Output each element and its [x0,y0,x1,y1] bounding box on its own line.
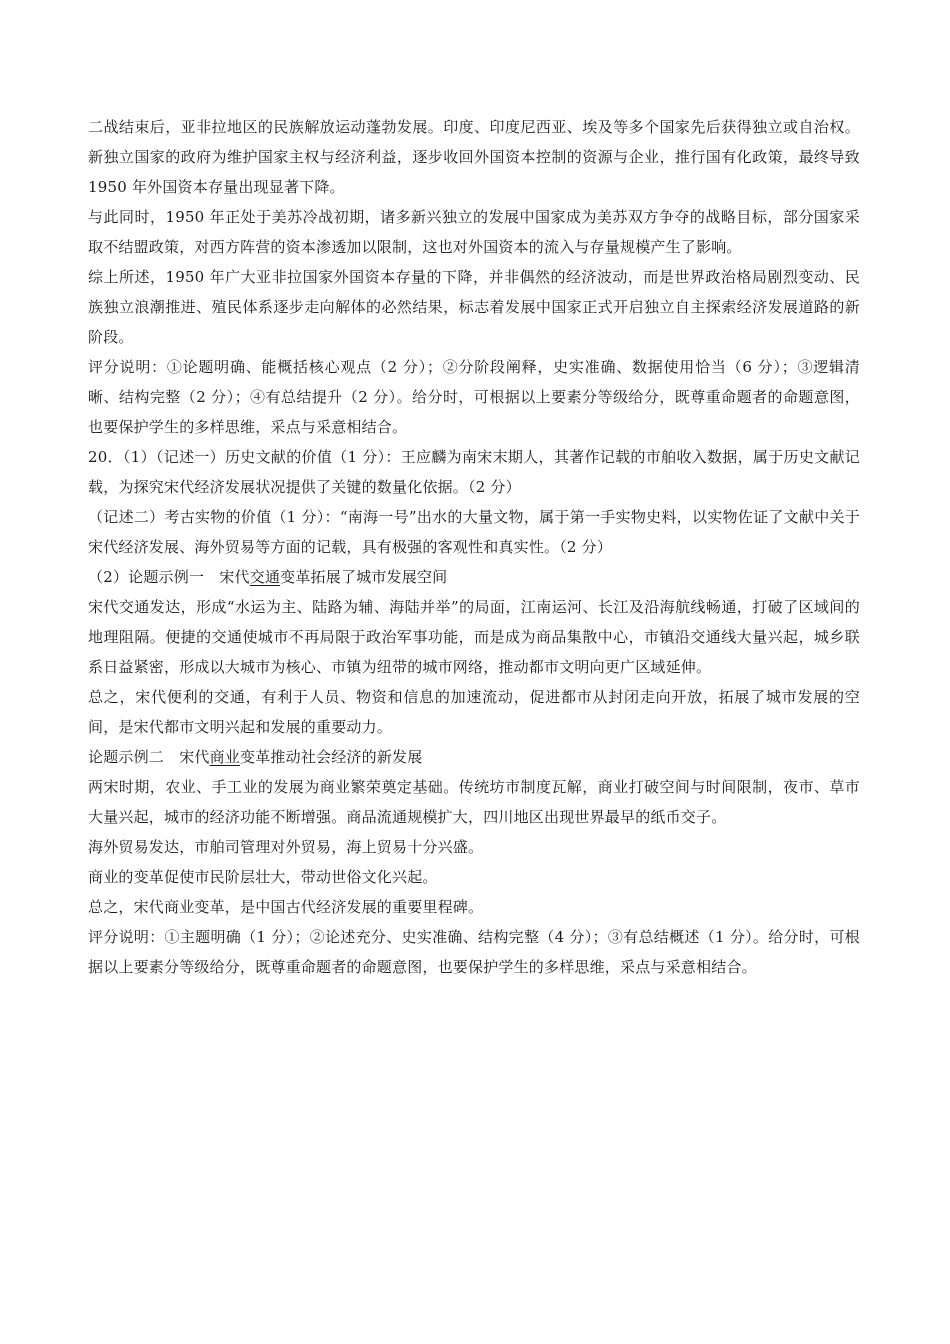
paragraph-song-transport: 宋代交通发达，形成“水运为主、陆路为辅、海陆并举”的局面，江南运河、长江及沿海航线畅通，打破了区域间的地理阻隔。便捷的交通使城市不再局限于政治军事功能，而是成为商品集散中心，市镇沿交通线大量兴起，城乡联系日益紧密，形成以大城市为核心、市镇为纽带的城市网络，推动都市文明向更广区域延伸。 [88,598,860,676]
scoring-note-19: 评分说明：①论题明确、能概括核心观点（2 分）；②分阶段阐释，史实准确、数据使用恰当（6 分）；③逻辑清晰、结构完整（2 分）；④有总结提升（2 分）。给分时，可根据以上要素分等级给分，既尊重命题者的命题意图，也要保护学生的多样思维，采点与采意相结合。 [88,358,860,436]
paragraph-transport-conclusion: 总之，宋代便利的交通，有利于人员、物资和信息的加速流动，促进都市从封闭走向开放，拓展了城市发展的空间，是宋代都市文明兴起和发展的重要动力。 [88,688,860,736]
paragraph-commerce-conclusion: 总之，宋代商业变革，是中国古代经济发展的重要里程碑。 [88,898,484,916]
answer-document [88,112,860,982]
paragraph-cold-war: 与此同时，1950 年正处于美苏冷战初期，诸多新兴独立的发展中国家成为美苏双方争夺的战略目标，部分国家采取不结盟政策，对西方阵营的资本渗透加以限制，这也对外国资本的流入与存量规模产生了影响。 [88,208,860,256]
topic-example-1-keyword: 交通 [249,568,281,586]
topic-example-2-prefix: 论题示例二 宋代 [88,748,210,766]
topic-example-2-suffix: 变革推动社会经济的新发展 [240,748,423,766]
paragraph-citizen-class: 商业的变革促使市民阶层壮大，带动世俗文化兴起。 [88,868,438,886]
topic-example-2-heading [88,742,860,772]
paragraph-decolonization: 二战结束后，亚非拉地区的民族解放运动蓬勃发展。印度、印度尼西亚、埃及等多个国家先后获得独立或自治权。新独立国家的政府为维护国家主权与经济利益，逐步收回外国资本控制的资源与企业，推行国有化政策，最终导致 1950 年外国资本存量出现显著下降。 [88,118,860,196]
topic-example-1-heading [88,562,860,592]
paragraph-song-commerce: 两宋时期，农业、手工业的发展为商业繁荣奠定基础。传统坊市制度瓦解，商业打破空间与时间限制，夜市、草市大量兴起，城市的经济功能不断增强。商品流通规模扩大，四川地区出现世界最早的纸币交子。 [88,778,860,826]
answer-20-part1-record2: （记述二）考古实物的价值（1 分）：“南海一号”出水的大量文物，属于第一手实物史料，以实物佐证了文献中关于宋代经济发展、海外贸易等方面的记载，具有极强的客观性和真实性。（2 分） [88,508,860,556]
paragraph-maritime-trade: 海外贸易发达，市舶司管理对外贸易，海上贸易十分兴盛。 [88,838,484,856]
paragraph-summary: 综上所述，1950 年广大亚非拉国家外国资本存量的下降，并非偶然的经济波动，而是世界政治格局剧烈变动、民族独立浪潮推进、殖民体系逐步走向解体的必然结果，标志着发展中国家正式开启独立自主探索经济发展道路的新阶段。 [88,268,860,346]
topic-example-2-keyword: 商业 [209,748,241,766]
answer-20-part1-record1: 20．（1）（记述一）历史文献的价值（1 分）：王应麟为南宋末期人，其著作记载的市舶收入数据，属于历史文献记载，为探究宋代经济发展状况提供了关键的数量化依据。（2 分） [88,448,860,496]
scoring-note-20: 评分说明：①主题明确（1 分）；②论述充分、史实准确、结构完整（4 分）；③有总结概述（1 分）。给分时，可根据以上要素分等级给分，既尊重命题者的命题意图，也要保护学生的多样思维，采点与采意相结合。 [88,928,860,976]
topic-example-1-prefix: （2）论题示例一 宋代 [88,568,250,586]
topic-example-1-suffix: 变革拓展了城市发展空间 [280,568,448,586]
